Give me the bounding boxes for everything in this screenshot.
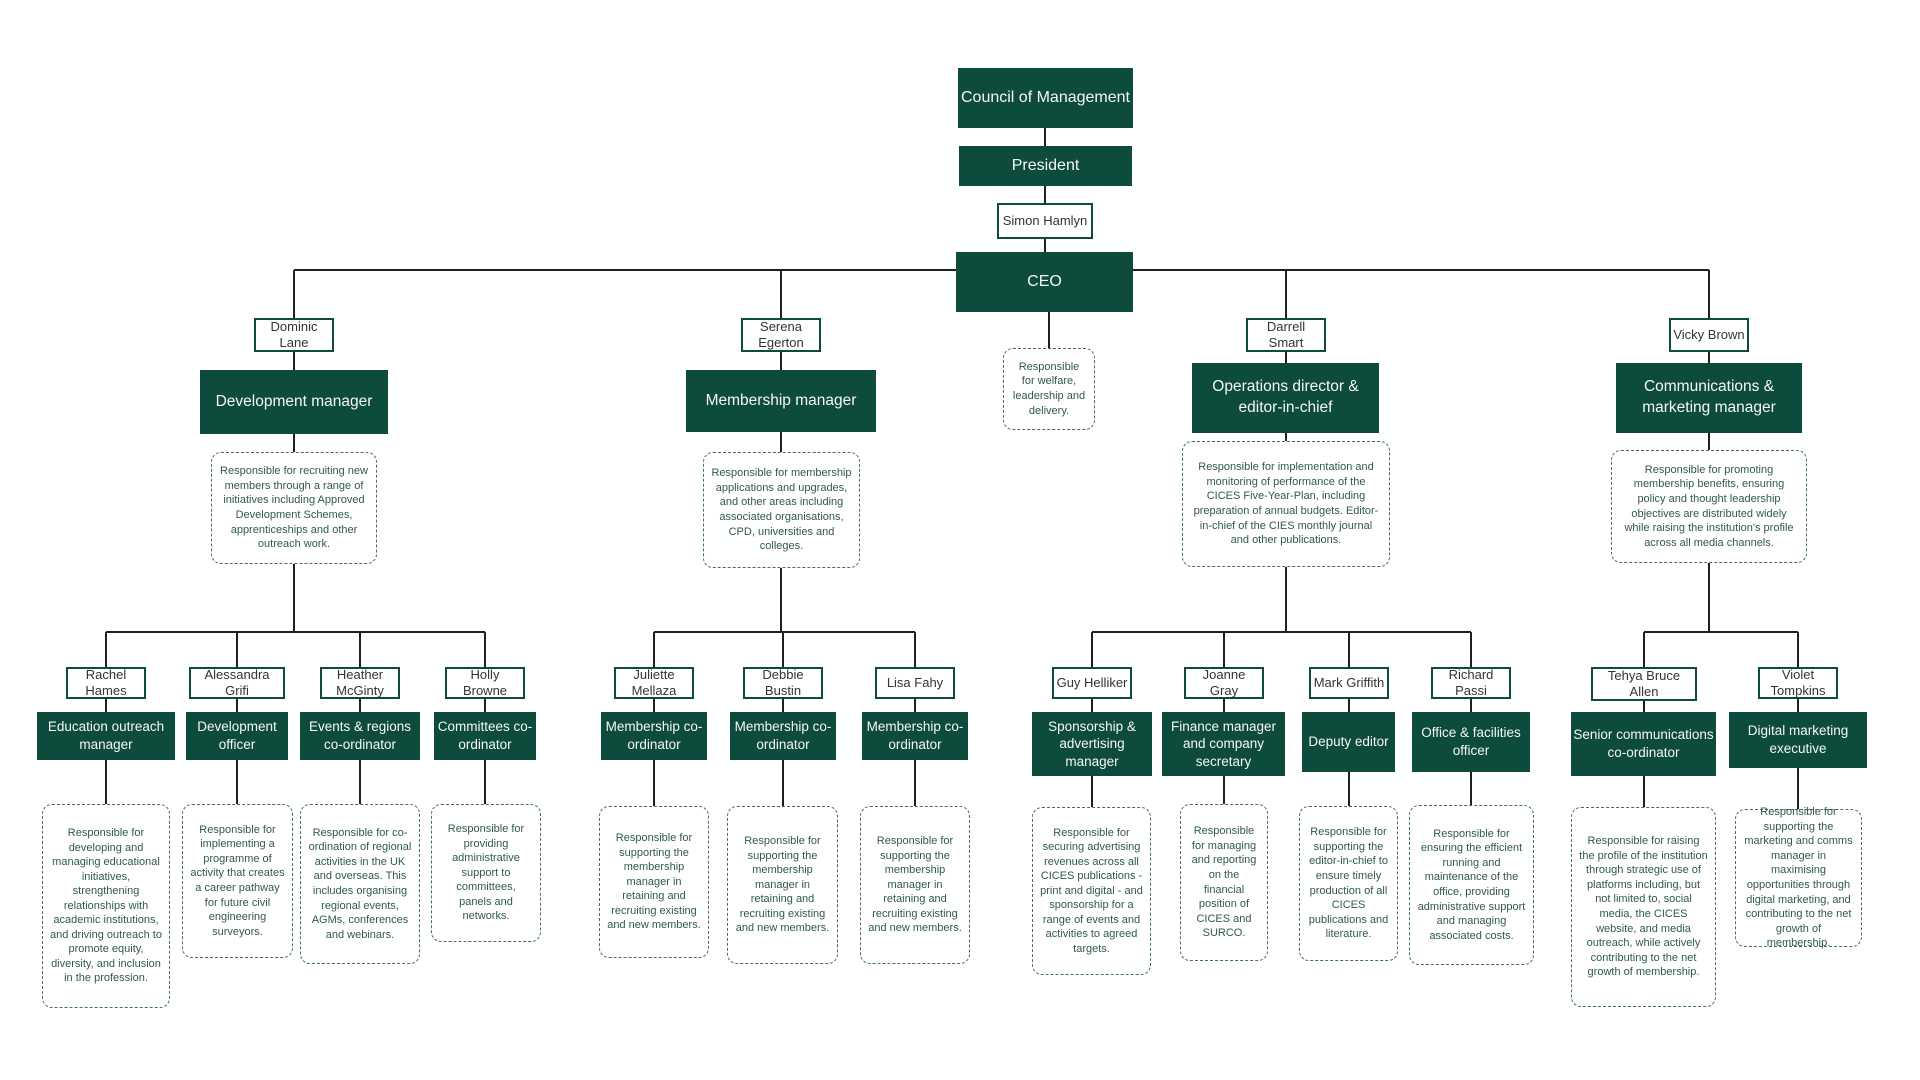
deputy-editor-title-box: Deputy editor (1302, 712, 1395, 772)
office-facilities-officer-responsibility-box: Responsible for ensuring the efficient running and maintenance of the office, providing administrative support and managing associated costs. (1409, 805, 1534, 965)
office-facilities-officer-title-box: Office & facilities officer (1412, 712, 1530, 772)
education-outreach-manager-responsibility-box: Responsible for developing and managing educational initiatives, strengthening relationships with academic institutions, and driving outreach to promote equity, diversity, and inclusion in the profession. (42, 804, 170, 1008)
communications-marketing-manager-title-box: Communications & marketing manager (1616, 363, 1802, 433)
membership-coordinator-1-title-box: Membership co-ordinator (601, 712, 707, 760)
membership-coordinator-2-title-box: Membership co-ordinator (730, 712, 836, 760)
membership-manager-title-box: Membership manager (686, 370, 876, 432)
alessandra-grifi-name-box: Alessandra Grifi (189, 667, 285, 699)
debbie-bustin-name-box: Debbie Bustin (743, 667, 823, 699)
ceo-responsibility-box: Responsible for welfare, leadership and delivery. (1003, 348, 1095, 430)
rachel-hames-name-box: Rachel Hames (66, 667, 146, 699)
mark-griffith-name-box: Mark Griffith (1309, 667, 1389, 699)
tehya-bruce-allen-name-box: Tehya Bruce Allen (1591, 667, 1697, 701)
council-of-management-box: Council of Management (958, 68, 1133, 128)
guy-helliker-name-box: Guy Helliker (1052, 667, 1132, 699)
sponsorship-advertising-manager-responsibility-box: Responsible for securing advertising revenues across all CICES publications - print and digital - and sponsorship for a range of events and activities to agreed targets. (1032, 807, 1151, 975)
events-regions-coordinator-responsibility-box: Responsible for co-ordination of regional activities in the UK and overseas. This includes organising regional events, AGMs, conferences and webinars. (300, 804, 420, 964)
finance-manager-responsibility-box: Responsible for managing and reporting on the financial position of CICES and SURCO. (1180, 804, 1268, 961)
lisa-fahy-name-box: Lisa Fahy (875, 667, 955, 699)
heather-mcginty-name-box: Heather McGinty (320, 667, 400, 699)
finance-manager-title-box: Finance manager and company secretary (1162, 712, 1285, 776)
joanne-gray-name-box: Joanne Gray (1184, 667, 1264, 699)
committees-coordinator-responsibility-box: Responsible for providing administrative support to committees, panels and networks. (431, 804, 541, 942)
juliette-mellaza-name-box: Juliette Mellaza (614, 667, 694, 699)
development-manager-responsibility-box: Responsible for recruiting new members through a range of initiatives including Approved Development Schemes, apprenticeships and other outreach work. (211, 452, 377, 564)
communications-marketing-manager-responsibility-box: Responsible for promoting membership benefits, ensuring policy and thought leadership objectives are distributed widely while raising the institution's profile across all media channels. (1611, 450, 1807, 563)
president-name-box: Simon Hamlyn (997, 203, 1093, 239)
operations-director-responsibility-box: Responsible for implementation and monitoring of performance of the CICES Five-Year-Plan, including preparation of annual budgets. Editor-in-chief of the CIES monthly journal and other publications. (1182, 441, 1390, 567)
senior-communications-coordinator-responsibility-box: Responsible for raising the profile of the institution through strategic use of platforms including, but not limited to, social media, the CICES website, and media outreach, while actively contributing to the net growth of membership. (1571, 807, 1716, 1007)
president-box: President (959, 146, 1132, 186)
education-outreach-manager-title-box: Education outreach manager (37, 712, 175, 760)
senior-communications-coordinator-title-box: Senior communications co-ordinator (1571, 712, 1716, 776)
ceo-box: CEO (956, 252, 1133, 312)
holly-browne-name-box: Holly Browne (445, 667, 525, 699)
membership-coordinator-2-responsibility-box: Responsible for supporting the membership manager in retaining and recruiting existing and new members. (727, 806, 838, 964)
digital-marketing-executive-title-box: Digital marketing executive (1729, 712, 1867, 768)
membership-coordinator-3-title-box: Membership co-ordinator (862, 712, 968, 760)
dominic-lane-name-box: Dominic Lane (254, 318, 334, 352)
violet-tompkins-name-box: Violet Tompkins (1758, 667, 1838, 699)
committees-coordinator-title-box: Committees co-ordinator (434, 712, 536, 760)
membership-coordinator-1-responsibility-box: Responsible for supporting the membership manager in retaining and recruiting existing and new members. (599, 806, 709, 958)
events-regions-coordinator-title-box: Events & regions co-ordinator (300, 712, 420, 760)
digital-marketing-executive-responsibility-box: Responsible for supporting the marketing and comms manager in maximising opportunities through digital marketing, and contributing to the net growth of membership. (1735, 809, 1862, 947)
membership-manager-responsibility-box: Responsible for membership applications and upgrades, and other areas including associated organisations, CPD, universities and colleges. (703, 452, 860, 568)
darrell-smart-name-box: Darrell Smart (1246, 318, 1326, 352)
membership-coordinator-3-responsibility-box: Responsible for supporting the membership manager in retaining and recruiting existing and new members. (860, 806, 970, 964)
development-manager-title-box: Development manager (200, 370, 388, 434)
serena-egerton-name-box: Serena Egerton (741, 318, 821, 352)
richard-passi-name-box: Richard Passi (1431, 667, 1511, 699)
sponsorship-advertising-manager-title-box: Sponsorship & advertising manager (1032, 712, 1152, 776)
operations-director-title-box: Operations director & editor-in-chief (1192, 363, 1379, 433)
development-officer-responsibility-box: Responsible for implementing a programme of activity that creates a career pathway for future civil engineering surveyors. (182, 804, 293, 958)
deputy-editor-responsibility-box: Responsible for supporting the editor-in-chief to ensure timely production of all CICES publications and literature. (1299, 806, 1398, 961)
vicky-brown-name-box: Vicky Brown (1669, 318, 1749, 352)
development-officer-title-box: Development officer (186, 712, 288, 760)
